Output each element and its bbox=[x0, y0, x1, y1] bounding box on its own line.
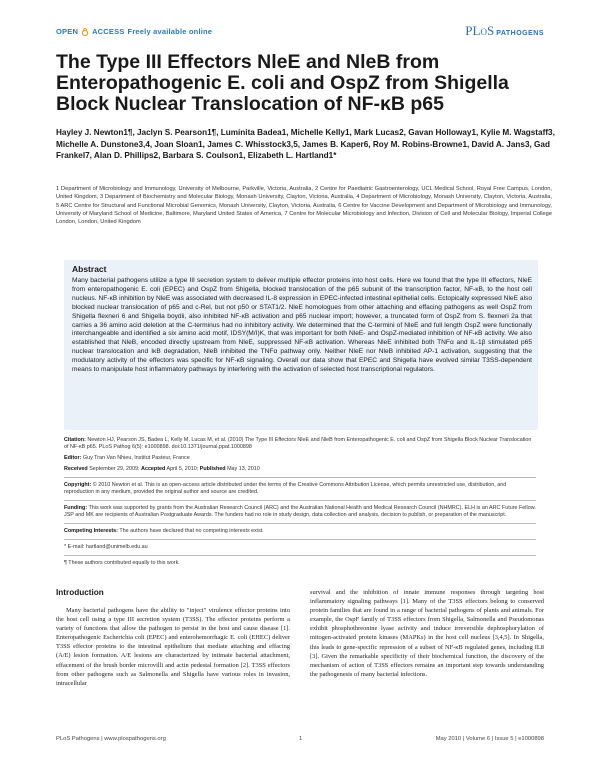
open-access-label: OPEN bbox=[56, 27, 79, 36]
abstract-box bbox=[64, 260, 538, 430]
competing-interests: Competing Interests: The authors have declared that no competing interests exist. bbox=[64, 528, 264, 535]
access-label: ACCESS bbox=[92, 27, 125, 36]
article-title: The Type III Effectors NleE and NleB from Enteropathogenic E. coli and OspZ from Shigella Block Nuclear Translocation of NF-κB p65 bbox=[56, 51, 509, 115]
divider bbox=[64, 555, 536, 556]
journal-header bbox=[56, 23, 544, 41]
email: * E-mail: hartland@unimelb.edu.au bbox=[64, 544, 148, 550]
editor: Editor: Guy Tran Van Nhieu, Institut Pasteur, France bbox=[64, 455, 190, 462]
free-available-label: Freely available online bbox=[127, 27, 213, 36]
introduction-left-column: Many bacterial pathogens have the ability to "inject" virulence effector proteins into the host cell using a type III secretion system (T3SS). The effector proteins perform a variety of functions that allow the pathogen to persist in the host and cause disease [1]. Enteropathogenic Escherichia coli (EPEC) and enterohemorrhagic E. coli (EHEC) deliver T3SS effector proteins to the intestinal epithelium that mediate attaching and effacing (A/E) lesion formation. A/E lesions are characterized by intimate bacterial attachment, effacement of the brush border microvilli and actin pedestal formation [2]. T3SS effectors from other pathogens such as Salmonella and Shigella have various roles in invasion, intracellular bbox=[56, 607, 290, 687]
equal-contribution-note: ¶ These authors contributed equally to this work. bbox=[64, 559, 180, 566]
dates: Received September 29, 2009; Accepted April 5, 2010; Published May 13, 2010 bbox=[64, 466, 260, 472]
citation: Citation: Newton HJ, Pearson JS, Badea L, Kelly M, Lucas M, et al. (2010) The Type III Effectors NleE and NleB from Enteropathogenic E. coli and OspZ from Shigella Block Nuclear Translocation of NF-κB p65. PLoS Pathog 6(5): e1000898. doi:10.1371/journal.ppat.1000898 bbox=[64, 437, 532, 451]
footer-issue: May 2010 | Volume 6 | Issue 5 | e1000898 bbox=[435, 736, 544, 742]
open-access-badge bbox=[56, 27, 212, 36]
affiliations: 1 Department of Microbiology and Immunology, University of Melbourne, Parkville, Victoria, Australia, 2 Centre for Paediatric Gastroenterology, UCL Medical School, Royal Free Campus, London, United Kingdom, 3 Department of Biochemistry and Molecular Biology, Monash University, Clayton, Victoria, Australia, 4 Department of Microbiology, Monash University, Clayton, Victoria, Australia, 5 ARC Centre for Structural and Functional Microbial Genomics, Monash University, Clayton, Victoria, Australia, 6 Centre for Vaccine Development and Department of Microbiology and Immunology, University of Maryland School of Medicine, Baltimore, Maryland United States of America, 7 Centre for Molecular Microbiology and Infection, Division of Cell and Molecular Biology, Imperial College London, London, United Kingdom bbox=[56, 186, 552, 226]
footer-journal: PLoS Pathogens | www.plospathogens.org bbox=[56, 736, 166, 742]
divider bbox=[64, 477, 536, 478]
journal-logo: PLoS PATHOGENS bbox=[465, 23, 544, 38]
funding: Funding: This work was supported by grants from the Australian Research Council (ARC) and the Australian National Health and Medical Research Council (NHMRC). ELH is an ARC Future Fellow. JSP and MK are recipients of Australian Postgraduate Awards. The funders had no role in study design, data collection and analysis, decision to publish, or preparation of the manuscript. bbox=[64, 505, 536, 519]
abstract-text: Many bacterial pathogens utilize a type III secretion system to deliver multiple effector proteins into host cells. Here we found that the type III effectors, NleE from enteropathogenic E. coli (EPEC) and OspZ from Shigella, blocked translocation of the p65 subunit of the transcription factor, NF-κB, to the host cell nucleus. NF-κB inhibition by NleE was associated with decreased IL-8 expression in EPEC-infected intestinal epithelial cells. Ectopically expressed NleE also blocked nuclear translocation of p65 and c-Rel, but not p50 or STAT1/2. NleE homologues from other attaching and effacing pathogens as well OspZ from Shigella flexneri 6 and Shigella boydii, also inhibited NF-κB activation and p65 nuclear import; however, a truncated form of OspZ from S. flexneri 2a that carries a 36 amino acid deletion at the C-terminus had no inhibitory activity. We determined that the C-termini of NleE and full length OspZ were functionally interchangeable and identified a six amino acid motif, IDSY(M/I)K, that was important for both NleE- and OspZ-mediated inhibition of NF-κB activity. We also established that NleB, encoded directly upstream from NleE, suppressed NF-κB activation. Whereas NleE inhibited both TNFα and IL-1β stimulated p65 nuclear translocation and IκB degradation, NleB inhibited the TNFα pathway only. Neither NleE nor NleB inhibited AP-1 activation, suggesting that the modulatory activity of the effectors was specific for NF-κB signaling. Overall our data show that EPEC and Shigella have evolved similar T3SS-dependent means to manipulate host inflammatory pathways by interfering with the activation of selected host transcriptional regulators. bbox=[72, 277, 532, 374]
introduction-right-column: survival and the inhibition of innate immune responses through targeting host inflammatory signaling pathways [1]. Many of the T3SS effectors belong to conserved protein families that are found in a range of bacterial pathogens of plants and animals. For example, the OspF family of T3SS effectors from Shigella, Salmonella and Pseudomonas exhibit phosphothreonine lyase activity and induce irreversible dephosphorylation of mitogen-activated protein kinases (MAPKs) in the host cell nucleus [3,4,5]. In Shigella, this leads to gene-specific repression of a subset of NF-κB regulated genes, including IL8 [3]. Given the remarkable specificity of their biochemical function, the discovery of the mechanism of action of T3SS effectors remains an important step towards understanding the pathogenesis of many bacterial infections. bbox=[310, 589, 544, 678]
introduction-heading: Introduction bbox=[56, 588, 104, 597]
divider bbox=[64, 500, 536, 501]
author-list: Hayley J. Newton1¶, Jaclyn S. Pearson1¶, Luminita Badea1, Michelle Kelly1, Mark Lucas2, Gavan Holloway1, Kylie M. Wagstaff3, Michelle A. Dunstone3,4, Joan Sloan1, James C. Whisstock3,5, James B. Kaper6, Roy M. Robins-Browne1, David A. Jans3, Gad Frankel7, Alan D. Phillips2, Barbara S. Coulson1, Elizabeth L. Hartland1* bbox=[56, 128, 555, 160]
divider bbox=[64, 539, 536, 540]
article-metadata bbox=[64, 437, 536, 571]
open-lock-icon bbox=[81, 28, 89, 36]
divider bbox=[64, 523, 536, 524]
copyright: Copyright: © 2010 Newton et al. This is an open-access article distributed under the terms of the Creative Commons Attribution License, which permits unrestricted use, distribution, and reproduction in any medium, provided the original author and source are credited. bbox=[64, 481, 507, 496]
page-number: 1 bbox=[299, 736, 303, 742]
abstract-heading: Abstract bbox=[72, 264, 107, 274]
